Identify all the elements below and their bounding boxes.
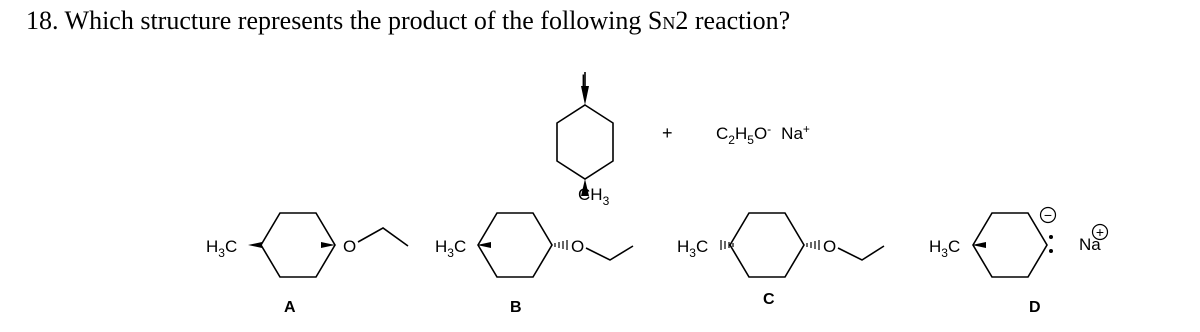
question-subscript-n: N [662,13,676,33]
option-d-methyl: $H_3C$ [929,237,961,260]
option-c-ethyl [838,246,884,260]
methyl-label: $CH_3$ [578,185,610,208]
reagent-formula: $C_2H_5O^-$ Na+ [716,122,810,147]
option-d-structure [929,207,1108,316]
option-d-label[interactable]: D [1029,299,1041,316]
question-stem-end: 2 reaction? [675,6,791,35]
option-b-label[interactable]: B [510,299,522,316]
option-a-wedge-left [248,242,262,248]
iodine-label: I [581,71,586,90]
option-a-oxygen: O [343,237,357,256]
option-c-hash-bond-right [807,240,819,250]
reactant-molecule [557,71,613,208]
option-c-oxygen: O [823,237,837,256]
option-a-label[interactable]: A [284,299,296,316]
option-c-structure [677,213,884,308]
option-d-cation: Na [1079,235,1101,254]
option-d-lone-pair-dot-1 [1049,235,1053,239]
option-c-methyl: $H_3C$ [677,237,709,260]
option-d-anion-charge: − [1043,207,1053,223]
option-b-hash-bond [555,240,567,250]
option-b-oxygen: O [571,237,585,256]
question-number: 18. [26,6,59,35]
option-b-ethyl [586,246,633,260]
plus-sign: + [662,123,673,143]
option-b-structure [435,213,633,316]
option-a-ethyl [358,228,408,246]
option-d-lone-pair-dot-2 [1049,249,1053,253]
option-b-methyl: $H_3C$ [435,237,467,260]
question-stem: Which structure represents the product of the following S [64,6,663,35]
option-d-cation-charge: + [1095,224,1105,240]
option-a-methyl: $H_3C$ [206,237,238,260]
option-a-structure [206,213,408,316]
option-c-label[interactable]: C [763,291,775,308]
